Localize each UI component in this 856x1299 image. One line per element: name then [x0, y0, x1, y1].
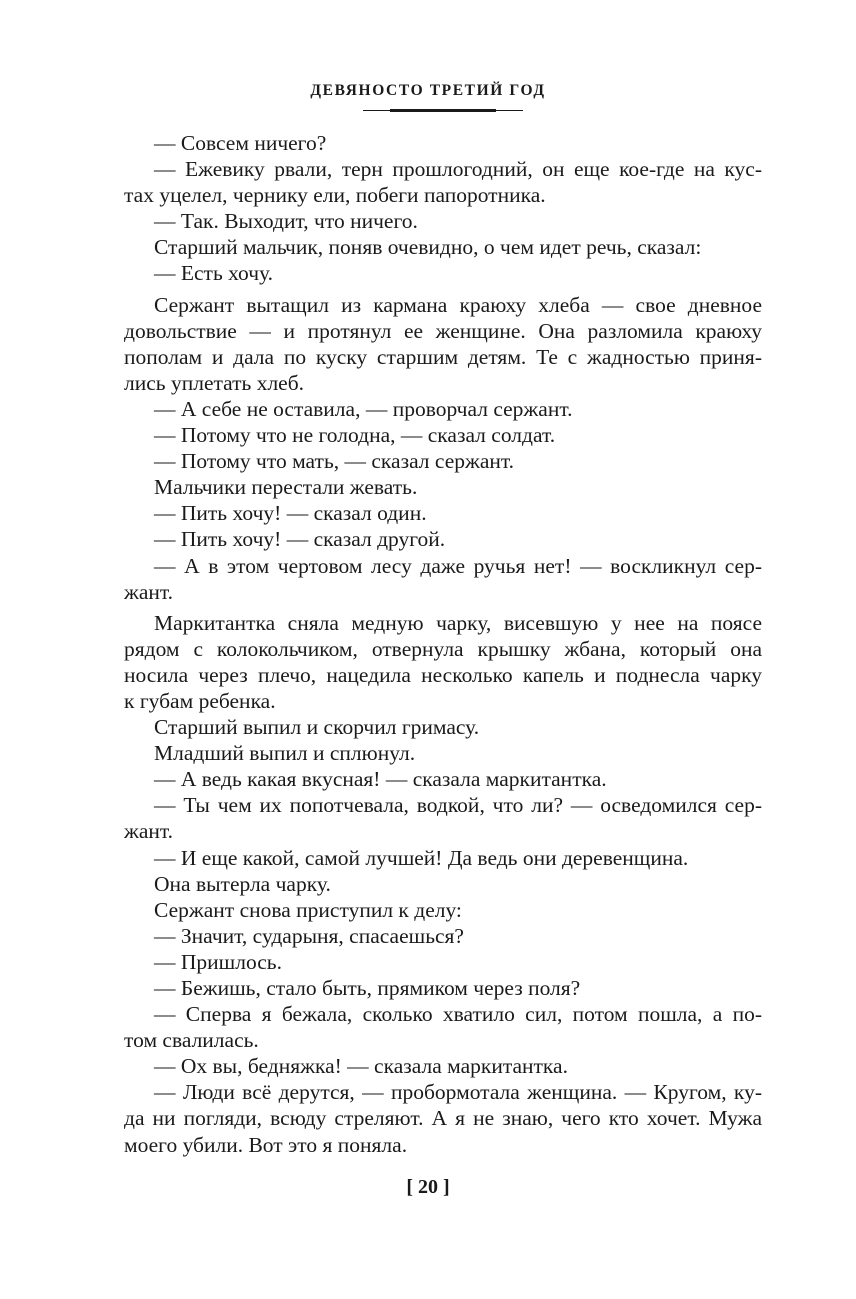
- running-header: [0, 82, 856, 114]
- running-header-title: ДЕВЯНОСТО ТРЕТИЙ ГОД: [310, 82, 546, 99]
- text-line: — Значит, сударыня, спасаешься?: [154, 923, 464, 948]
- header-rule-thick: [390, 109, 496, 112]
- text-line: жант.: [124, 819, 174, 844]
- text-line: — Пить хочу! — сказал один.: [154, 501, 427, 526]
- text-line: том свалилась.: [124, 1028, 259, 1053]
- text-line: пополам и дала по куску старшим детям. Те с жадностью приня-: [124, 344, 762, 369]
- text-line: — И еще какой, самой лучшей! Да ведь они деревенщина.: [154, 845, 689, 870]
- text-line: — А в этом чертовом лесу даже ручья нет! — воскликнул сер-: [154, 553, 762, 578]
- text-line: тах уцелел, чернику ели, побеги папоротника.: [124, 183, 546, 208]
- text-line: — Потому что не голодна, — сказал солдат.: [154, 423, 556, 448]
- text-line: к губам ребенка.: [124, 688, 276, 713]
- text-line: — Ты чем их попотчевала, водкой, что ли? — осведомился сер-: [154, 793, 762, 818]
- text-line: Старший выпил и скорчил гримасу.: [154, 715, 480, 740]
- text-line: да ни погляди, всюду стреляют. А я не знаю, чего кто хочет. Мужа: [124, 1106, 762, 1131]
- text-line: лись уплетать хлеб.: [124, 370, 305, 395]
- text-line: — Совсем ничего?: [154, 131, 327, 155]
- text-line: рядом с колокольчиком, отвернула крышку жбана, который она: [124, 636, 762, 661]
- text-line: — Ох вы, бедняжка! — сказала маркитантка.: [154, 1054, 568, 1079]
- text-line: Маркитантка сняла медную чарку, висевшую у нее на поясе: [154, 610, 762, 635]
- text-line: моего убили. Вот это я поняла.: [124, 1132, 408, 1157]
- text-line: довольствие — и протянул ее женщине. Она разломила краюху: [124, 318, 762, 343]
- text-line: Младший выпил и сплюнул.: [154, 741, 416, 766]
- text-line: — Есть хочу.: [154, 261, 274, 286]
- body-text: [124, 130, 762, 1158]
- text-line: Сержант снова приступил к делу:: [154, 897, 462, 922]
- text-line: — Пришлось.: [154, 949, 282, 974]
- text-line: — А себе не оставила, — проворчал сержант.: [154, 396, 573, 421]
- text-line: жант.: [124, 579, 174, 604]
- text-line: Она вытерла чарку.: [154, 871, 331, 896]
- text-line: Сержант вытащил из кармана краюху хлеба — свое дневное: [154, 292, 762, 317]
- text-line: — Пить хочу! — сказал другой.: [154, 527, 446, 552]
- text-line: — А ведь какая вкусная! — сказала маркитантка.: [154, 767, 607, 792]
- header-rule: [0, 108, 856, 114]
- text-line: — Потому что мать, — сказал сержант.: [154, 449, 515, 474]
- text-line: — Ежевику рвали, терн прошлогодний, он еще кое-где на кус-: [154, 157, 762, 182]
- text-line: — Так. Выходит, что ничего.: [154, 209, 418, 234]
- text-line: носила через плечо, нацедила несколько капель и поднесла чарку: [124, 662, 762, 687]
- text-line: — Люди всё дерутся, — пробормотала женщина. — Кругом, ку-: [154, 1080, 762, 1105]
- text-line: — Бежишь, стало быть, прямиком через поля?: [154, 976, 581, 1000]
- text-line: Старший мальчик, поняв очевидно, о чем идет речь, сказал:: [154, 235, 702, 260]
- text-line: — Сперва я бежала, сколько хватило сил, потом пошла, а по-: [154, 1002, 762, 1027]
- page-number: [ 20 ]: [406, 1176, 450, 1198]
- text-line: Мальчики перестали жевать.: [154, 475, 418, 500]
